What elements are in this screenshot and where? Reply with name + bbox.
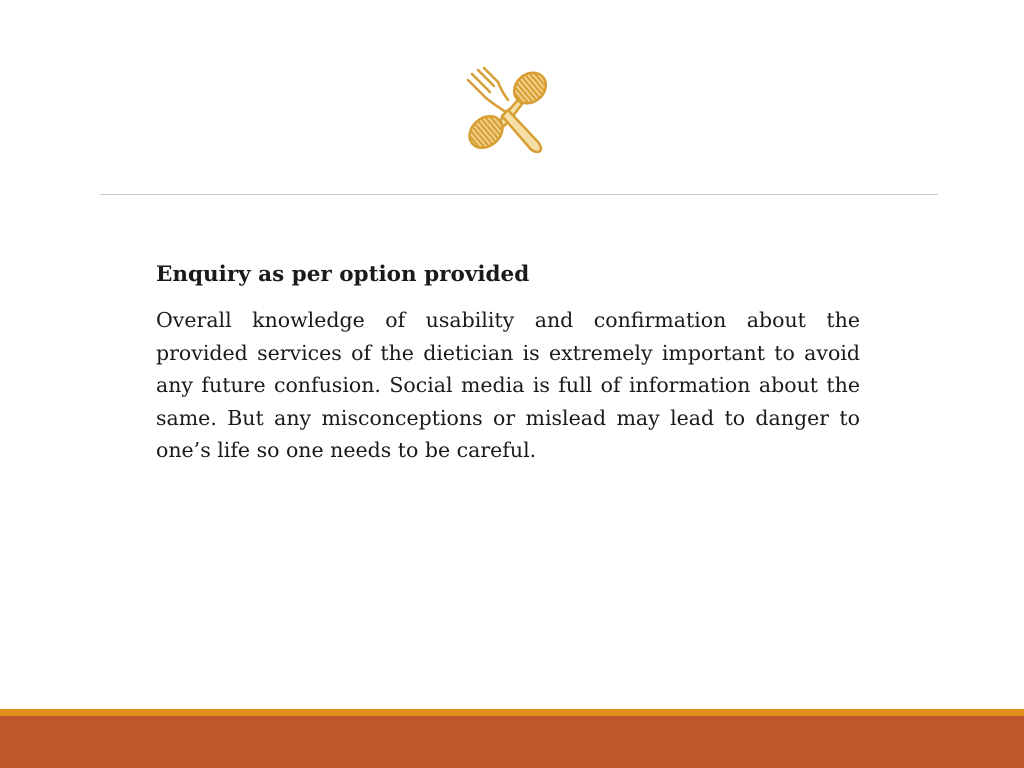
slide-heading: Enquiry as per option provided: [156, 262, 530, 287]
fork-and-spoon-icon: [462, 66, 552, 154]
footer-accent-bar: [0, 709, 1024, 716]
slide-body-text: Overall knowledge of usability and confirmation about the provided services of the dietician is extremely important to avoid any future confusion. Social media is full of information about the same. But any misconceptions or mislead may lead to danger to one’s life so one needs to be careful.: [156, 308, 860, 462]
footer-bar: [0, 716, 1024, 768]
text-content: [156, 260, 860, 467]
divider-line: [100, 194, 938, 195]
